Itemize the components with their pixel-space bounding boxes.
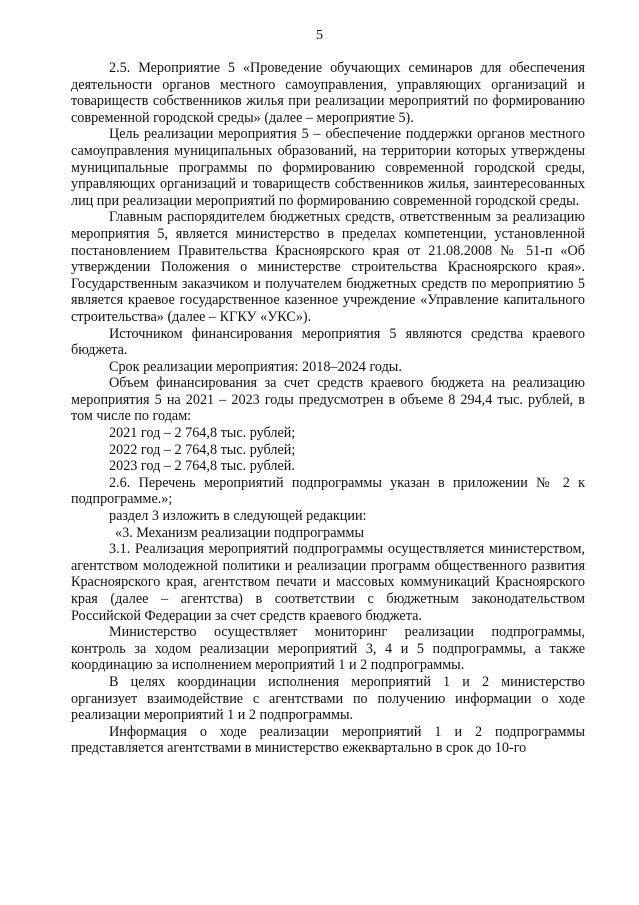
paragraph: Информация о ходе реализации мероприятий 1 и 2 подпрограммы представляется агентствами в министерство ежеквартально в срок до 10-го: [71, 723, 585, 757]
paragraph: 2.6. Перечень мероприятий подпрограммы указан в приложении № 2 к подпрограмме.»;: [71, 474, 585, 508]
paragraph: 2021 год – 2 764,8 тыс. рублей;: [109, 425, 296, 442]
page-number: 5: [316, 28, 323, 43]
paragraph: Главным распорядителем бюджетных средств, ответственным за реализацию мероприятия 5, является министерство в пределах компетенции, установленной постановлением Правительства Красноярского края от 21.08.2008 № 51-п «Об утверждении Положения о министерстве строительства Красноярского края». Государственным заказчиком и получателем бюджетных средств по мероприятию 5 является краевое государственное казенное учреждение «Управление капитального строительства» (далее – КГКУ «УКС»).: [71, 209, 585, 325]
paragraph: 2022 год – 2 764,8 тыс. рублей;: [109, 441, 296, 458]
paragraph: раздел 3 изложить в следующей редакции:: [109, 508, 367, 525]
paragraph: 2023 год – 2 764,8 тыс. рублей.: [109, 458, 295, 475]
paragraph: Объем финансирования за счет средств краевого бюджета на реализацию мероприятия 5 на 2021 – 2023 годы предусмотрен в объеме 8 294,4 тыс. рублей, в том числе по годам:: [71, 375, 585, 425]
section-heading: «3. Механизм реализации подпрограммы: [115, 524, 364, 541]
paragraph: Срок реализации мероприятия: 2018–2024 годы.: [109, 358, 402, 375]
paragraph: В целях координации исполнения мероприятий 1 и 2 министерство организует взаимодействие с агентствами по получению информации о ходе реализации мероприятий 1 и 2 подпрограммы.: [71, 673, 585, 724]
paragraph: Министерство осуществляет мониторинг реализации подпрограммы, контроль за ходом реализации мероприятий 3, 4 и 5 подпрограммы, а также координацию за исполнением мероприятий 1 и 2 подпрограммы.: [71, 624, 585, 674]
paragraph: 2.5. Мероприятие 5 «Проведение обучающих семинаров для обеспечения деятельности органов местного самоуправления, управляющих организаций и товариществ собственников жилья при реализации мероприятий по формированию современной городской среды» (далее – мероприятие 5).: [71, 60, 585, 126]
paragraph: Источником финансирования мероприятия 5 являются средства краевого бюджета.: [71, 325, 585, 359]
document-body: [71, 60, 585, 757]
paragraph: Цель реализации мероприятия 5 – обеспечение поддержки органов местного самоуправления муниципальных образований, на территории которых утверждены муниципальные программы по формированию современной городской среды, управляющих организаций и товариществ собственников жилья, заинтересованных лиц при реализации мероприятий по формированию современной городской среды.: [71, 126, 585, 209]
paragraph: 3.1. Реализация мероприятий подпрограммы осуществляется министерством, агентством молодежной политики и реализации программ общественного развития Красноярского края, агентством печати и массовых коммуникаций Красноярского края (далее – агентства) в соответствии с бюджетным законодательством Российской Федерации за счет средств краевого бюджета.: [71, 541, 585, 624]
